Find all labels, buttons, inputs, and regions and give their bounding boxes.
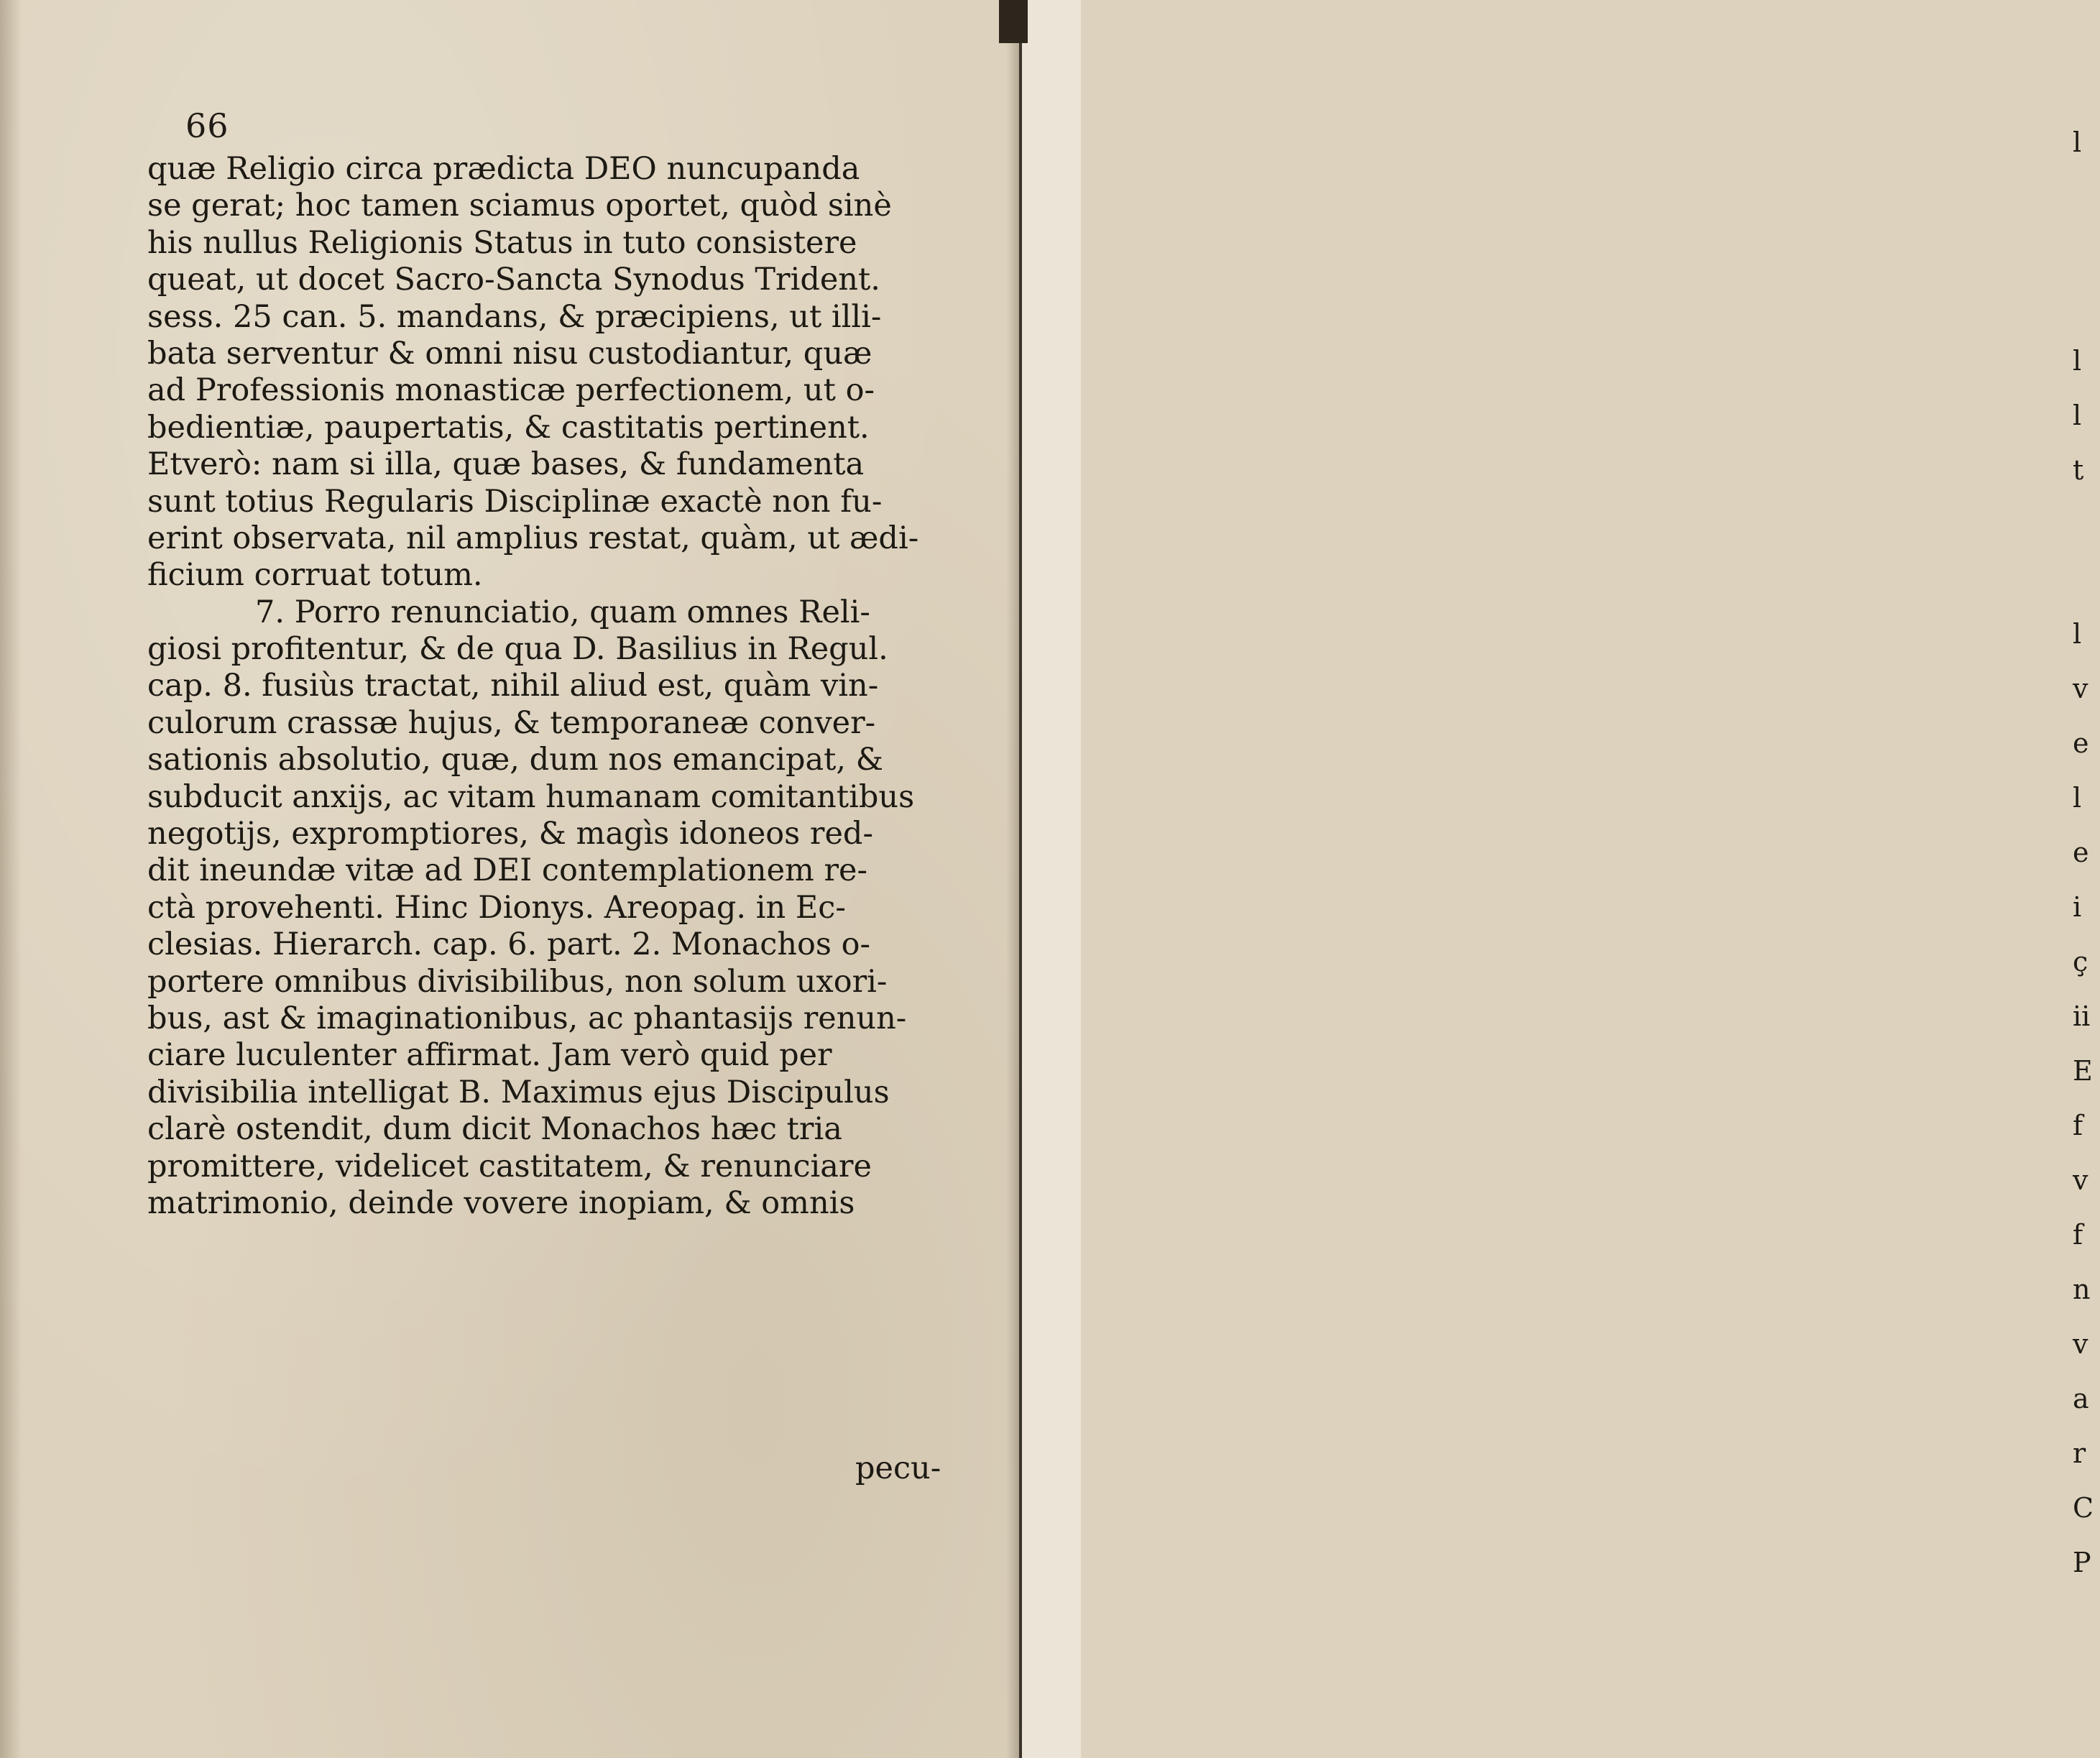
text-line: subducit anxijs, ac vitam humanam comitantibus bbox=[147, 778, 915, 815]
catchword: pecu- bbox=[855, 1450, 941, 1486]
text-line: matrimonio, deinde vovere inopiam, & omnis bbox=[147, 1184, 855, 1221]
text-line: se gerat; hoc tamen sciamus oportet, quòd sinè bbox=[147, 188, 892, 224]
text-line: cap. 8. fusiùs tractat, nihil aliud est, quàm vin- bbox=[147, 668, 879, 704]
paragraph-start-line: 7. Porro renunciatio, quam omnes Reli- bbox=[255, 594, 870, 630]
text-line: bus, ast & imaginationibus, ac phantasijs renun- bbox=[147, 1000, 907, 1036]
text-line: clesias. Hierarch. cap. 6. part. 2. Monachos o- bbox=[147, 926, 871, 963]
body-text bbox=[147, 151, 1010, 1222]
text-line: ad Professionis monasticæ perfectionem, ut o- bbox=[147, 372, 875, 409]
text-line: negotijs, expromptiores, & magìs idoneos red- bbox=[147, 816, 873, 852]
text-line: portere omnibus divisibilibus, non solum uxori- bbox=[147, 963, 888, 1000]
text-line: clarè ostendit, dum dicit Monachos hæc tria bbox=[147, 1111, 842, 1148]
text-line: sationis absolutio, quæ, dum nos emancipat, & bbox=[147, 742, 884, 778]
text-line: his nullus Religionis Status in tuto consistere bbox=[147, 224, 857, 261]
text-line: erint observata, nil amplius restat, quàm, ut ædi- bbox=[147, 520, 919, 556]
text-line: queat, ut docet Sacro-Sancta Synodus Trident. bbox=[147, 262, 880, 298]
text-line: divisibilia intelligat B. Maximus ejus Discipulus bbox=[147, 1074, 890, 1110]
text-line: culorum crassæ hujus, & temporaneæ conver- bbox=[147, 704, 876, 741]
text-line: quæ Religio circa prædicta DEO nuncupanda bbox=[147, 151, 860, 187]
text-line: bedientiæ, paupertatis, & castitatis pertinent. bbox=[147, 409, 870, 446]
text-line: giosi profitentur, & de qua D. Basilius in Regul. bbox=[147, 631, 888, 668]
text-line: Etverò: nam si illa, quæ bases, & fundamenta bbox=[147, 446, 865, 483]
text-line: sunt totius Regularis Disciplinæ exactè non fu- bbox=[147, 483, 883, 520]
text-line: ctà provehenti. Hinc Dionys. Areopag. in Ec- bbox=[147, 889, 846, 926]
binding-corner bbox=[999, 0, 1028, 43]
text-line: ficium corruat totum. bbox=[147, 557, 483, 594]
text-line: ciare luculenter affirmat. Jam verò quid per bbox=[147, 1037, 832, 1074]
text-line: bata serventur & omni nisu custodiantur, quæ bbox=[147, 335, 872, 372]
text-line: promittere, videlicet castitatem, & renunciare bbox=[147, 1148, 872, 1184]
facing-page-edge bbox=[1019, 0, 2094, 1758]
page-edge-shadow bbox=[0, 0, 22, 1758]
page-number: 66 bbox=[185, 106, 229, 145]
text-line: sess. 25 can. 5. mandans, & præcipiens, ut illi- bbox=[147, 298, 882, 335]
facing-page-letters: l l l t l v e l e i ç ii E f v f n v a r C P bbox=[2073, 126, 2094, 1578]
text-line: dit ineundæ vitæ ad DEI contemplationem re- bbox=[147, 852, 867, 889]
